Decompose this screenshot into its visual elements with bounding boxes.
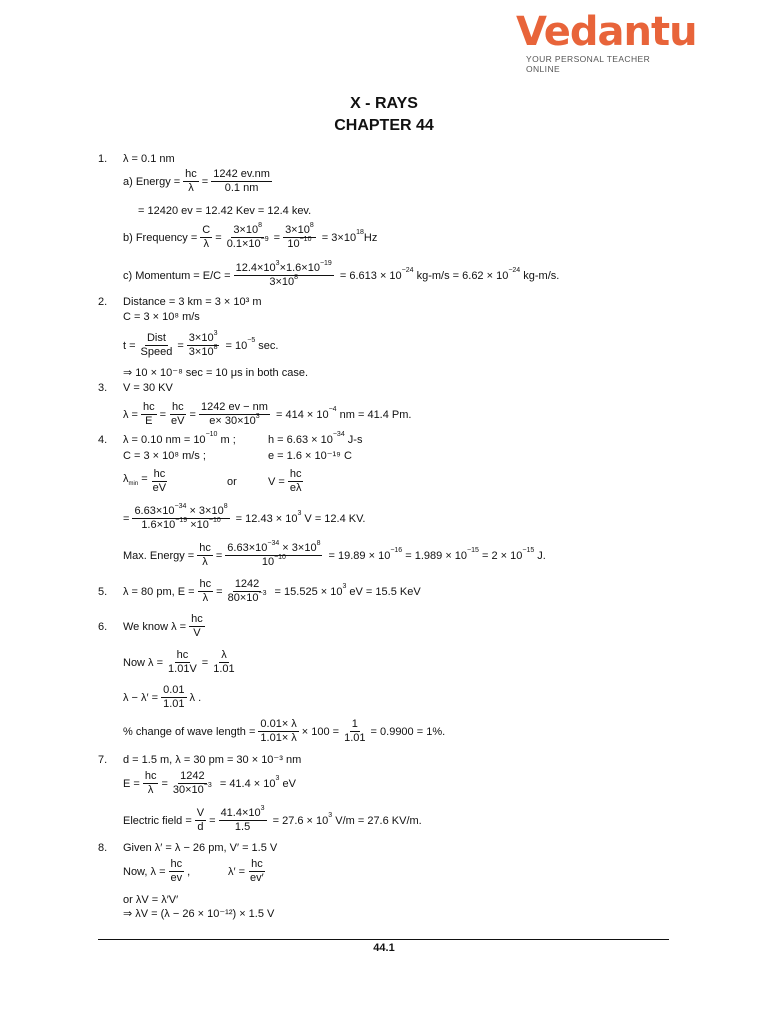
solution-8-line-1 [98,841,277,855]
fraction: $\frac{hc}{e\lambda}$ [289,468,302,494]
text: % change of wave length = [123,725,256,738]
fraction: $\frac{V}{d}$ [196,807,205,833]
fraction: $\frac{hc}{\lambda}$ [185,168,197,194]
q-num-3: 3. [98,382,108,394]
text: Distance = 3 km = 3 × 10³ m [123,296,262,308]
solution-4-line-1: 4. λ = 0.10 nm = $10^{-10}$ m ; $h = 6.63 \times 10^{-34}$ J-s [98,431,363,446]
solution-1a [123,168,275,195]
solution-3-line-2: λ = $\frac{hc}{E}$ = $\frac{hc}{eV}$ = $\frac{1242 ev - nm}{e\times 30\times 10^3}$ = $414 \times 10^{-4}$ nm = 41.4 Pm. [123,401,412,427]
text: λ = 0.1 nm [123,153,175,165]
fraction: $\frac{hc}{eV}$ [152,468,167,494]
solution-6-line-2: Now λ = $\frac{hc}{1.01V}$ = $\frac{\lambda}{1.01}$ [123,649,235,675]
text: Now λ = [123,656,164,669]
text: ⇒ 10 × 10⁻⁸ sec = 10 μs in both case. [123,367,308,379]
q-num-5: 5. [98,585,108,598]
solution-2-line-2 [123,310,200,324]
solution-7-line-2: E = $\frac{hc}{\lambda}$ = $\frac{1242}{30\times 10^{-3}}$ = $41.4 \times 10^3$ eV [123,770,296,796]
text: c) Momentum = E/C = [123,269,231,282]
footer-divider [98,939,669,940]
text: Electric field = [123,814,192,827]
solution-1c: c) Momentum = E/C = $\frac{12.4\times 10^3\times 1.6\times 10^{-19}}{3\times 10^8}$ = $6.613 \times 10^{-24}$ $kg-m/s = 6.62 \times 10^{-24}$ kg-m/s. [123,260,560,288]
fraction: $\frac{0.01}{1.01}$ [163,684,185,710]
solution-7-line-1 [98,753,301,767]
fraction: $\frac{1242 ev.nm}{0.1 nm}$ [213,168,270,194]
text: b) Frequency = [123,231,198,244]
text: = [201,175,209,188]
fraction: $\frac{hc}{\lambda}$ [199,542,211,568]
text: Now, λ = [123,865,166,878]
chapter-heading: CHAPTER 44 [334,117,434,134]
solution-3-line-1 [98,381,173,395]
solution-2-line-4 [123,366,308,380]
fraction: $\frac{6.63\times 10^{-34} \times 3\times 10^8}{10^{-10}}$ [227,540,321,568]
text: or [227,475,237,488]
fraction: $\frac{12.4\times 10^3\times 1.6\times 10^{-19}}{3\times 10^8}$ [235,260,332,288]
fraction: $\frac{hc}{ev'}$ [250,858,264,884]
solution-6-line-4: % change of wave length = $\frac{0.01\times \lambda}{1.01\times \lambda}$ × 100 = $\frac{1}{1.01}$ = 0.9900 = 1%. [123,718,446,744]
q-num-6: 6. [98,620,108,633]
solution-4-line-5: Max. Energy = $\frac{hc}{\lambda}$ = $\frac{6.63\times 10^{-34} \times 3\times 10^8}{10^{-10}}$ = $19.89 \times 10^{-16} = 1.989 \times 10^{-15} = 2 \times 10^{-15}$ J. [123,540,546,568]
page-number: 44.1 [373,942,395,954]
fraction: $\frac{hc}{E}$ [142,401,155,427]
solution-2-line-1 [98,295,261,309]
fraction: $\frac{1}{1.01}$ [344,718,366,744]
text: = 12420 ev = 12.42 Kev = 12.4 kev. [138,205,312,217]
solution-1-line-1 [98,152,175,166]
solution-7-line-3: Electric field = $\frac{V}{d}$ = $\frac{41.4\times 10^3}{1.5}$ = $27.6 \times 10^3$ V/m = 27.6 KV/m. [123,805,422,833]
q-num-2: 2. [98,296,108,308]
solution-2-line-3: t = $\frac{\text{Dist}}{\text{Speed}}$ = $\frac{3\times 10^3}{3\times 10^8}$ = $10^{-5}$ sec. [123,330,279,358]
fraction: $\frac{\lambda}{1.01}$ [213,649,235,675]
solution-8-line-2: Now, λ = $\frac{hc}{ev}$ , λ′ = $\frac{hc}{ev'}$ [123,858,264,884]
solution-6-line-1 [98,613,208,640]
q-num-1: 1. [98,153,108,165]
text: Max. Energy = [123,549,195,562]
solution-5-line-1: 5. λ = 80 pm, E = $\frac{hc}{\lambda}$ = $\frac{1242}{80\times 10^{-3}}$ = $15.525 \times 10^3$ eV = 15.5 KeV [98,578,421,604]
fraction: $\frac{1242}{30\times 10^{-3}}$ [172,770,212,796]
fraction: $\frac{3\times 10^8}{10^{-10}}$ [285,222,314,250]
fraction: $\frac{hc}{1.01V}$ [168,649,197,675]
page-title: X - RAYS [350,95,418,112]
solution-6-line-3: λ − λ′ = $\frac{0.01}{1.01}$ λ . [123,684,202,710]
fraction: $\frac{C}{\lambda}$ [202,224,211,250]
text: C = 3 × 10⁸ m/s [123,311,200,323]
fraction: $\frac{41.4\times 10^3}{1.5}$ [220,805,265,833]
solution-8-line-4 [123,907,274,921]
text: ⇒ λV = (λ − 26 × 10⁻¹²) × 1.5 V [123,908,275,920]
fraction: $\frac{6.63\times 10^{-34} \times 3\times 10^8}{1.6\times 10^{-19} \times 10^{-10}}$ [134,503,228,531]
fraction: $\frac{hc}{\lambda}$ [144,770,157,796]
logo-wordmark: Vedantu [516,9,697,55]
text: a) Energy = [123,175,181,188]
solution-4-line-4: = $\frac{6.63\times 10^{-34} \times 3\times 10^8}{1.6\times 10^{-19} \times 10^{-10}}$ = $12.43 \times 10^3$ V = 12.4 KV. [123,503,366,531]
fraction: $\frac{1242}{80\times 10^{-3}}$ [227,578,267,604]
text: We know λ = [123,620,187,633]
text: C = 3 × 10⁸ m/s ; [123,450,206,462]
logo-tagline: YOUR PERSONAL TEACHER ONLINE [526,54,651,74]
solution-8-line-3 [123,893,178,907]
fraction: $\frac{hc}{eV}$ [171,401,185,427]
text: or λV = λ′V′ [123,894,179,906]
q-num-7: 7. [98,754,108,766]
text: Given λ′ = λ − 26 pm, V′ = 1.5 V [123,842,278,854]
fraction: $\frac{0.01\times \lambda}{1.01\times \lambda}$ [260,718,297,744]
solution-1a-result [138,204,311,218]
fraction: $\frac{hc}{ev}$ [170,858,183,884]
solution-4-line-2 [123,449,523,463]
vedantu-logo [516,8,697,74]
text: e = 1.6 × 10⁻¹⁹ C [268,450,352,462]
q-num-8: 8. [98,842,108,854]
fraction: $\frac{\text{Dist}}{\text{Speed}}$ [140,332,173,358]
solution-4-line-3: $\lambda_{min}$ = $\frac{hc}{eV}$ or V = $\frac{hc}{e\lambda}$ [123,468,302,494]
fraction: $\frac{3\times 10^3}{3\times 10^8}$ [188,330,218,358]
solution-1b: b) Frequency = $\frac{C}{\lambda}$ = $\frac{3\times 10^8}{0.1\times 10^{-9}}$ = $\frac{3\times 10^8}{10^{-10}}$ = $3\times 10^{18}Hz$ [123,222,378,250]
fraction: $\frac{hc}{\lambda}$ [199,578,212,604]
text: d = 1.5 m, λ = 30 pm = 30 × 10⁻³ nm [123,754,302,766]
fraction: $\frac{3\times 10^8}{0.1\times 10^{-9}}$ [226,222,269,250]
fraction: $\frac{hc}{V}$ [191,613,203,639]
q-num-4: 4. [98,434,108,446]
fraction: $\frac{1242 ev - nm}{e\times 30\times 10^3}$ [200,401,268,427]
text: V = 30 KV [123,382,173,394]
